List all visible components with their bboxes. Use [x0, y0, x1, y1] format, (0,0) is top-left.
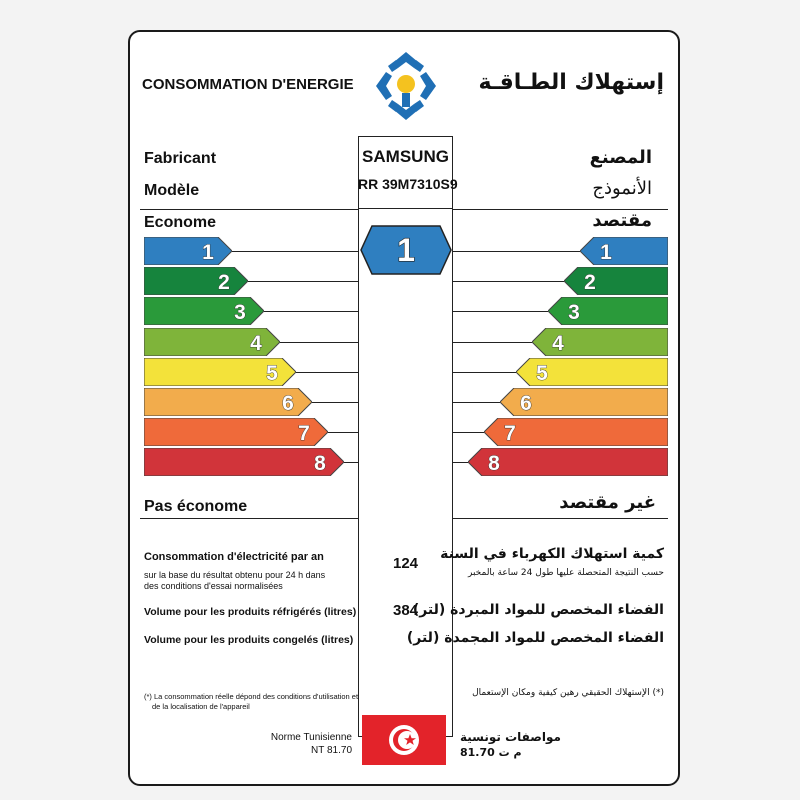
energy-class-indicator [360, 224, 452, 276]
class-bar-left-1 [144, 237, 232, 265]
class-label-right-2: 2 [584, 271, 596, 295]
class-bar-right-3 [548, 297, 668, 325]
class-label-right-4: 4 [552, 331, 564, 355]
frozen-label-ar: الفضاء المخصص للمواد المجمدة (لتر) [406, 630, 664, 646]
manufacturer-value: SAMSUNG [362, 147, 449, 166]
class-bar-left-7 [144, 418, 328, 446]
class-bar-left-6 [144, 388, 312, 416]
consumption-value: 124 [392, 555, 419, 572]
class-bar-right-2 [564, 267, 668, 295]
class-bar-right-8 [468, 448, 668, 476]
tunisia-flag-icon [362, 715, 446, 765]
class-label-left-1: 1 [202, 241, 214, 264]
pas-econome-label-fr: Pas économe [144, 498, 248, 515]
class-bar-right-1 [580, 237, 668, 265]
refrigerated-label-ar: الفضاء المخصص للمواد المبردة (لتر) [412, 602, 664, 618]
norm-ar-1: مواصفات تونسية [460, 730, 561, 744]
class-bar-left-2 [144, 267, 248, 295]
energy-agency-logo [374, 50, 438, 122]
refrigerated-value: 384 [392, 602, 419, 619]
class-bar-left-8 [144, 448, 344, 476]
model-label-fr: Modèle [144, 182, 200, 199]
class-label-left-3: 3 [234, 301, 246, 325]
class-bar-left-4 [144, 328, 280, 356]
manufacturer-label-fr: Fabricant [144, 150, 217, 167]
title-fr: CONSOMMATION D'ENERGIE [142, 76, 354, 93]
class-bar-left-3 [144, 297, 264, 325]
econome-label-ar: مقتصد [592, 210, 652, 231]
consumption-label-fr: Consommation d'électricité par an [144, 551, 324, 563]
class-label-left-2: 2 [218, 271, 230, 295]
consumption-note-ar: حسب النتيجة المتحصلة عليها طول 24 ساعة بالمخبر [468, 568, 664, 578]
frozen-label-fr: Volume pour les produits congelés (litres) [144, 634, 354, 646]
class-label-left-7: 7 [298, 422, 310, 446]
class-label-left-8: 8 [314, 452, 326, 476]
class-bar-right-5 [516, 358, 668, 386]
consumption-label-ar: كمية استهلاك الكهرباء في السنة [440, 546, 664, 562]
class-bar-left-5 [144, 358, 296, 386]
class-label-left-5: 5 [266, 361, 278, 385]
model-value: RR 39M7310S9 [358, 176, 458, 192]
class-bar-right-6 [500, 388, 668, 416]
pas-econome-label-ar: غير مقتصد [559, 492, 656, 513]
consumption-note-fr-2: des conditions d'essai normalisées [144, 581, 283, 591]
class-label-right-8: 8 [488, 452, 500, 476]
energy-class-value: 1 [397, 232, 415, 268]
econome-label-fr: Econome [144, 214, 217, 231]
class-bar-right-4 [532, 328, 668, 356]
consumption-note-fr-1: sur la base du résultat obtenu pour 24 h dans [144, 570, 326, 580]
manufacturer-label-ar: المصنع [589, 147, 652, 168]
class-label-right-5: 5 [536, 361, 548, 385]
model-label-ar: الأنموذج [592, 178, 652, 199]
footnote-ar: (*) الإستهلاك الحقيقي رهين كيفية ومكان الإستعمال [472, 688, 664, 698]
title-ar: إستهلاك الطـاقـة [478, 70, 664, 95]
class-label-left-4: 4 [250, 331, 262, 355]
class-label-left-6: 6 [282, 392, 294, 415]
energy-label [128, 30, 680, 786]
class-label-right-3: 3 [568, 301, 580, 325]
class-label-right-7: 7 [504, 422, 516, 446]
norm-fr-2: NT 81.70 [311, 745, 352, 756]
norm-fr-1: Norme Tunisienne [270, 732, 352, 743]
refrigerated-label-fr: Volume pour les produits réfrigérés (litres) [144, 606, 357, 618]
footnote-fr-2: de la localisation de l'appareil [152, 702, 250, 711]
norm-ar-2: م ت 81.70 [460, 746, 522, 759]
class-label-right-1: 1 [600, 241, 612, 264]
class-bar-right-7 [484, 418, 668, 446]
class-label-right-6: 6 [520, 392, 532, 415]
footnote-fr-1: (*) La consommation réelle dépond des conditions d'utilisation et [144, 692, 359, 701]
